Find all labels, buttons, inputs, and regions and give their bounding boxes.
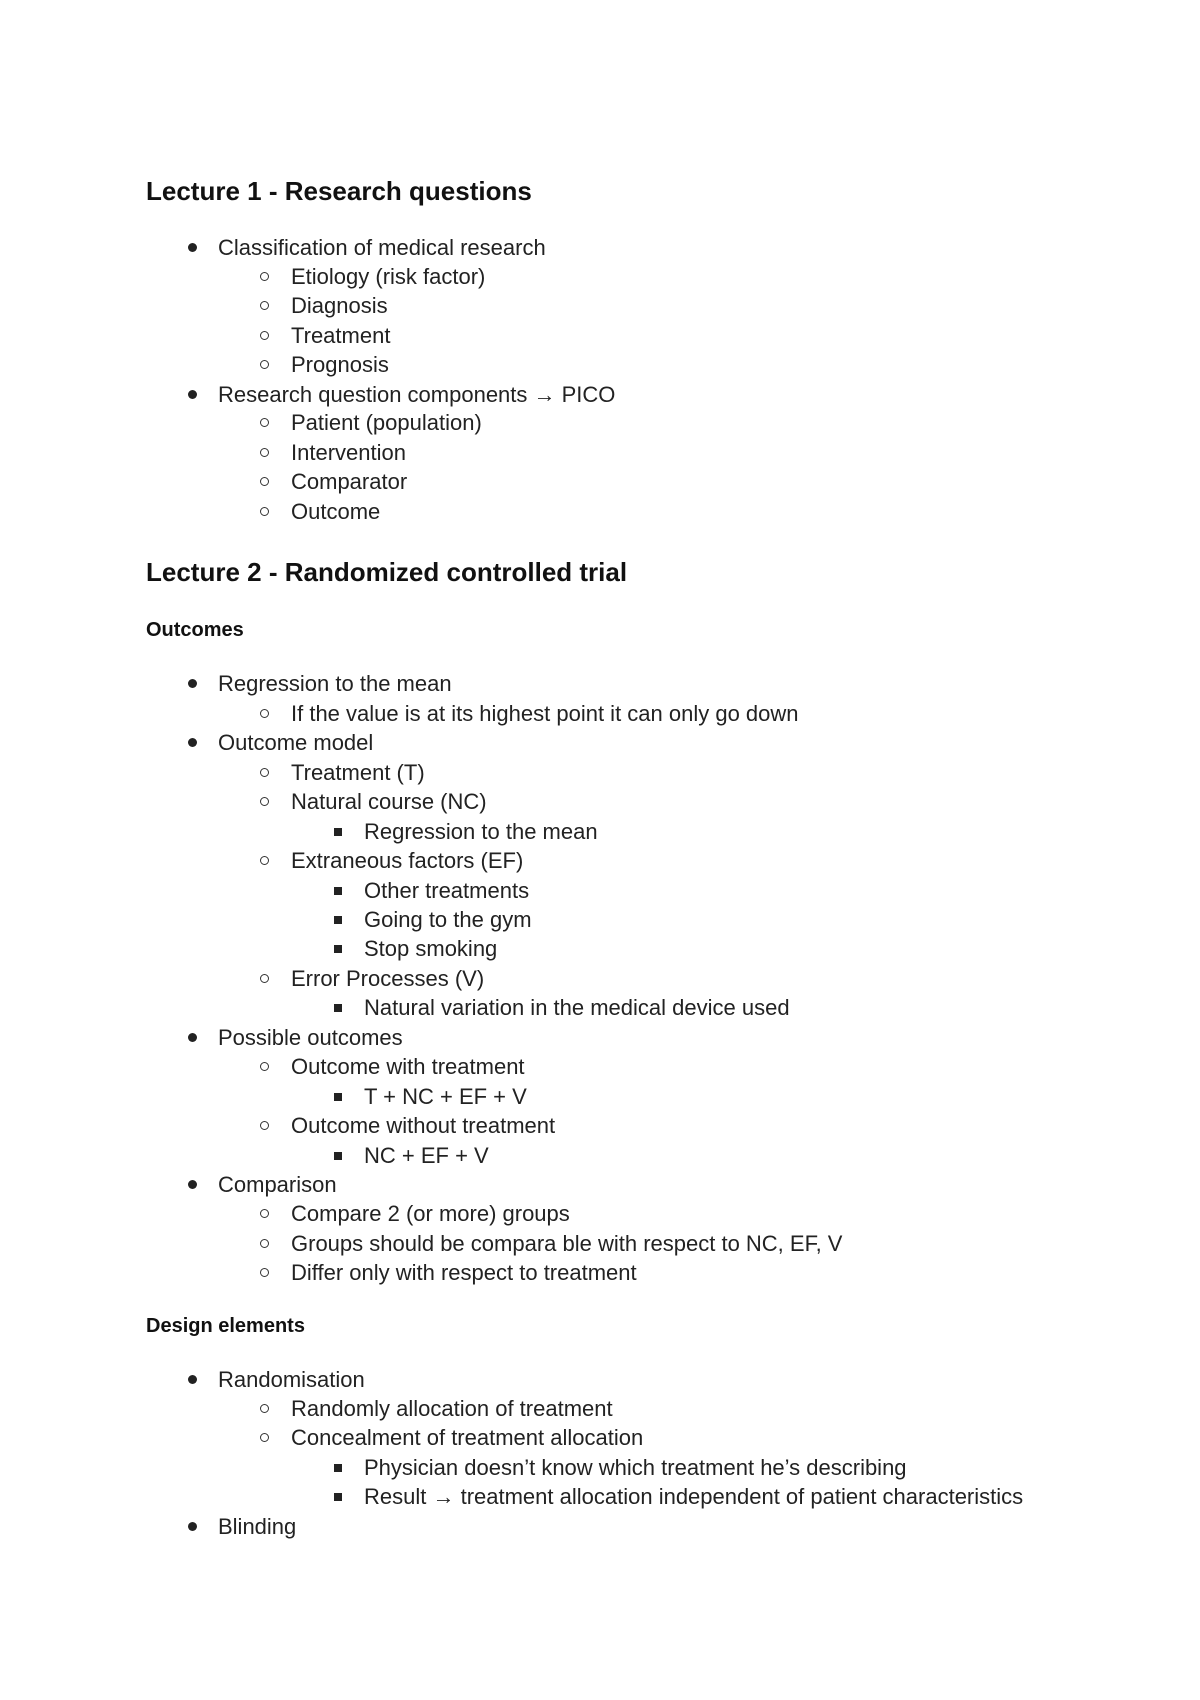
list-item <box>291 791 487 813</box>
list-item-text: Randomly allocation of treatment <box>291 1396 613 1421</box>
list-item <box>218 732 373 754</box>
bullet-circle-icon <box>260 448 269 457</box>
list-item <box>218 1174 337 1196</box>
list-item-text: Classification of medical research <box>218 235 546 260</box>
list-item-text: Treatment (T) <box>291 760 425 785</box>
list-item-text: Prognosis <box>291 352 389 377</box>
list-item-text: Treatment <box>291 323 391 348</box>
bullet-circle-icon <box>260 301 269 310</box>
list-item-text: Outcome without treatment <box>291 1113 556 1138</box>
section-heading-outcomes: Outcomes <box>146 619 244 641</box>
list-item <box>291 266 485 288</box>
bullet-square-icon <box>334 1464 342 1472</box>
list-item <box>291 1203 570 1225</box>
section-heading-design-elements: Design elements <box>146 1315 305 1337</box>
list-item <box>291 1427 643 1449</box>
list-item-text: Natural variation in the medical device used <box>364 995 790 1020</box>
bullet-circle-icon <box>260 1239 269 1248</box>
bullet-circle-icon <box>260 360 269 369</box>
bullet-circle-icon <box>260 1404 269 1413</box>
list-item-text: Stop smoking <box>364 936 498 961</box>
list-item <box>364 1457 907 1479</box>
list-item <box>291 703 799 725</box>
bullet-square-icon <box>334 916 342 924</box>
list-item-text: Regression to the mean <box>218 671 452 696</box>
list-item-text: Comparison <box>218 1172 337 1197</box>
bullet-circle-icon <box>260 507 269 516</box>
list-item <box>291 762 425 784</box>
bullet-disc-icon <box>188 679 197 688</box>
list-item-text: Regression to the mean <box>364 819 598 844</box>
bullet-disc-icon <box>188 1033 197 1042</box>
list-item <box>291 850 523 872</box>
list-item-text: If the value is at its highest point it can only go down <box>291 701 799 726</box>
list-item-text: Concealment of treatment allocation <box>291 1425 644 1450</box>
list-item-text: T + NC + EF + V <box>364 1084 527 1109</box>
bullet-disc-icon <box>188 1180 197 1189</box>
list-item-text: Outcome with treatment <box>291 1054 525 1079</box>
list-item <box>218 673 452 695</box>
list-item <box>291 471 407 493</box>
bullet-disc-icon <box>188 390 197 399</box>
list-item <box>364 997 790 1019</box>
list-item <box>291 968 484 990</box>
bullet-square-icon <box>334 1152 342 1160</box>
bullet-circle-icon <box>260 856 269 865</box>
bullet-disc-icon <box>188 243 197 252</box>
list-item-text: Physician doesn’t know which treatment he’s describing <box>364 1455 907 1480</box>
list-item <box>218 1027 403 1049</box>
list-item <box>218 1369 365 1391</box>
list-item-text: Research question components → PICO <box>218 382 616 407</box>
list-item <box>291 325 390 347</box>
list-item-text: Other treatments <box>364 878 530 903</box>
bullet-square-icon <box>334 1004 342 1012</box>
list-item-text: Outcome <box>291 499 381 524</box>
list-item <box>364 821 598 843</box>
bullet-circle-icon <box>260 1433 269 1442</box>
list-item <box>291 1398 613 1420</box>
list-item <box>364 1086 527 1108</box>
bullet-square-icon <box>334 945 342 953</box>
list-item-text: Compare 2 (or more) groups <box>291 1201 570 1226</box>
list-item <box>291 295 388 317</box>
bullet-circle-icon <box>260 974 269 983</box>
bullet-disc-icon <box>188 1522 197 1531</box>
list-item-text: Extraneous factors (EF) <box>291 848 524 873</box>
list-item-text: NC + EF + V <box>364 1143 489 1168</box>
bullet-circle-icon <box>260 477 269 486</box>
list-item <box>291 1115 555 1137</box>
bullet-circle-icon <box>260 768 269 777</box>
list-item-text: Diagnosis <box>291 293 388 318</box>
list-item <box>291 1056 525 1078</box>
list-item-text: Randomisation <box>218 1367 365 1392</box>
bullet-disc-icon <box>188 1375 197 1384</box>
list-item-text: Intervention <box>291 440 406 465</box>
list-item <box>291 442 406 464</box>
list-item-text: Natural course (NC) <box>291 789 487 814</box>
list-item-text: Result → treatment allocation independent of patient characteristics <box>364 1484 1024 1509</box>
list-item-text: Groups should be compara ble with respect to NC, EF, V <box>291 1231 843 1256</box>
bullet-circle-icon <box>260 1121 269 1130</box>
list-item-text: Going to the gym <box>364 907 532 932</box>
bullet-square-icon <box>334 1093 342 1101</box>
list-item <box>218 237 546 259</box>
lecture-1-title: Lecture 1 - Research questions <box>146 176 532 206</box>
list-item <box>364 938 497 960</box>
list-item-text: Possible outcomes <box>218 1025 403 1050</box>
list-item <box>218 384 615 406</box>
bullet-circle-icon <box>260 1062 269 1071</box>
list-item-text: Patient (population) <box>291 410 482 435</box>
bullet-square-icon <box>334 887 342 895</box>
list-item <box>364 909 532 931</box>
list-item <box>364 1145 489 1167</box>
lecture-2-title: Lecture 2 - Randomized controlled trial <box>146 557 628 587</box>
list-item-text: Blinding <box>218 1514 297 1539</box>
list-item <box>291 501 380 523</box>
list-item-text: Differ only with respect to treatment <box>291 1260 637 1285</box>
list-item <box>291 354 389 376</box>
list-item-text: Etiology (risk factor) <box>291 264 486 289</box>
list-item-text: Outcome model <box>218 730 374 755</box>
bullet-square-icon <box>334 828 342 836</box>
list-item <box>218 1516 296 1538</box>
list-item <box>291 1262 637 1284</box>
bullet-circle-icon <box>260 1268 269 1277</box>
bullet-disc-icon <box>188 738 197 747</box>
list-item <box>364 1486 1023 1508</box>
bullet-circle-icon <box>260 418 269 427</box>
bullet-circle-icon <box>260 797 269 806</box>
bullet-circle-icon <box>260 272 269 281</box>
list-item <box>291 412 482 434</box>
list-item-text: Error Processes (V) <box>291 966 485 991</box>
bullet-circle-icon <box>260 1209 269 1218</box>
bullet-square-icon <box>334 1493 342 1501</box>
list-item <box>364 880 529 902</box>
list-item <box>291 1233 842 1255</box>
bullet-circle-icon <box>260 709 269 718</box>
list-item-text: Comparator <box>291 469 408 494</box>
bullet-circle-icon <box>260 331 269 340</box>
